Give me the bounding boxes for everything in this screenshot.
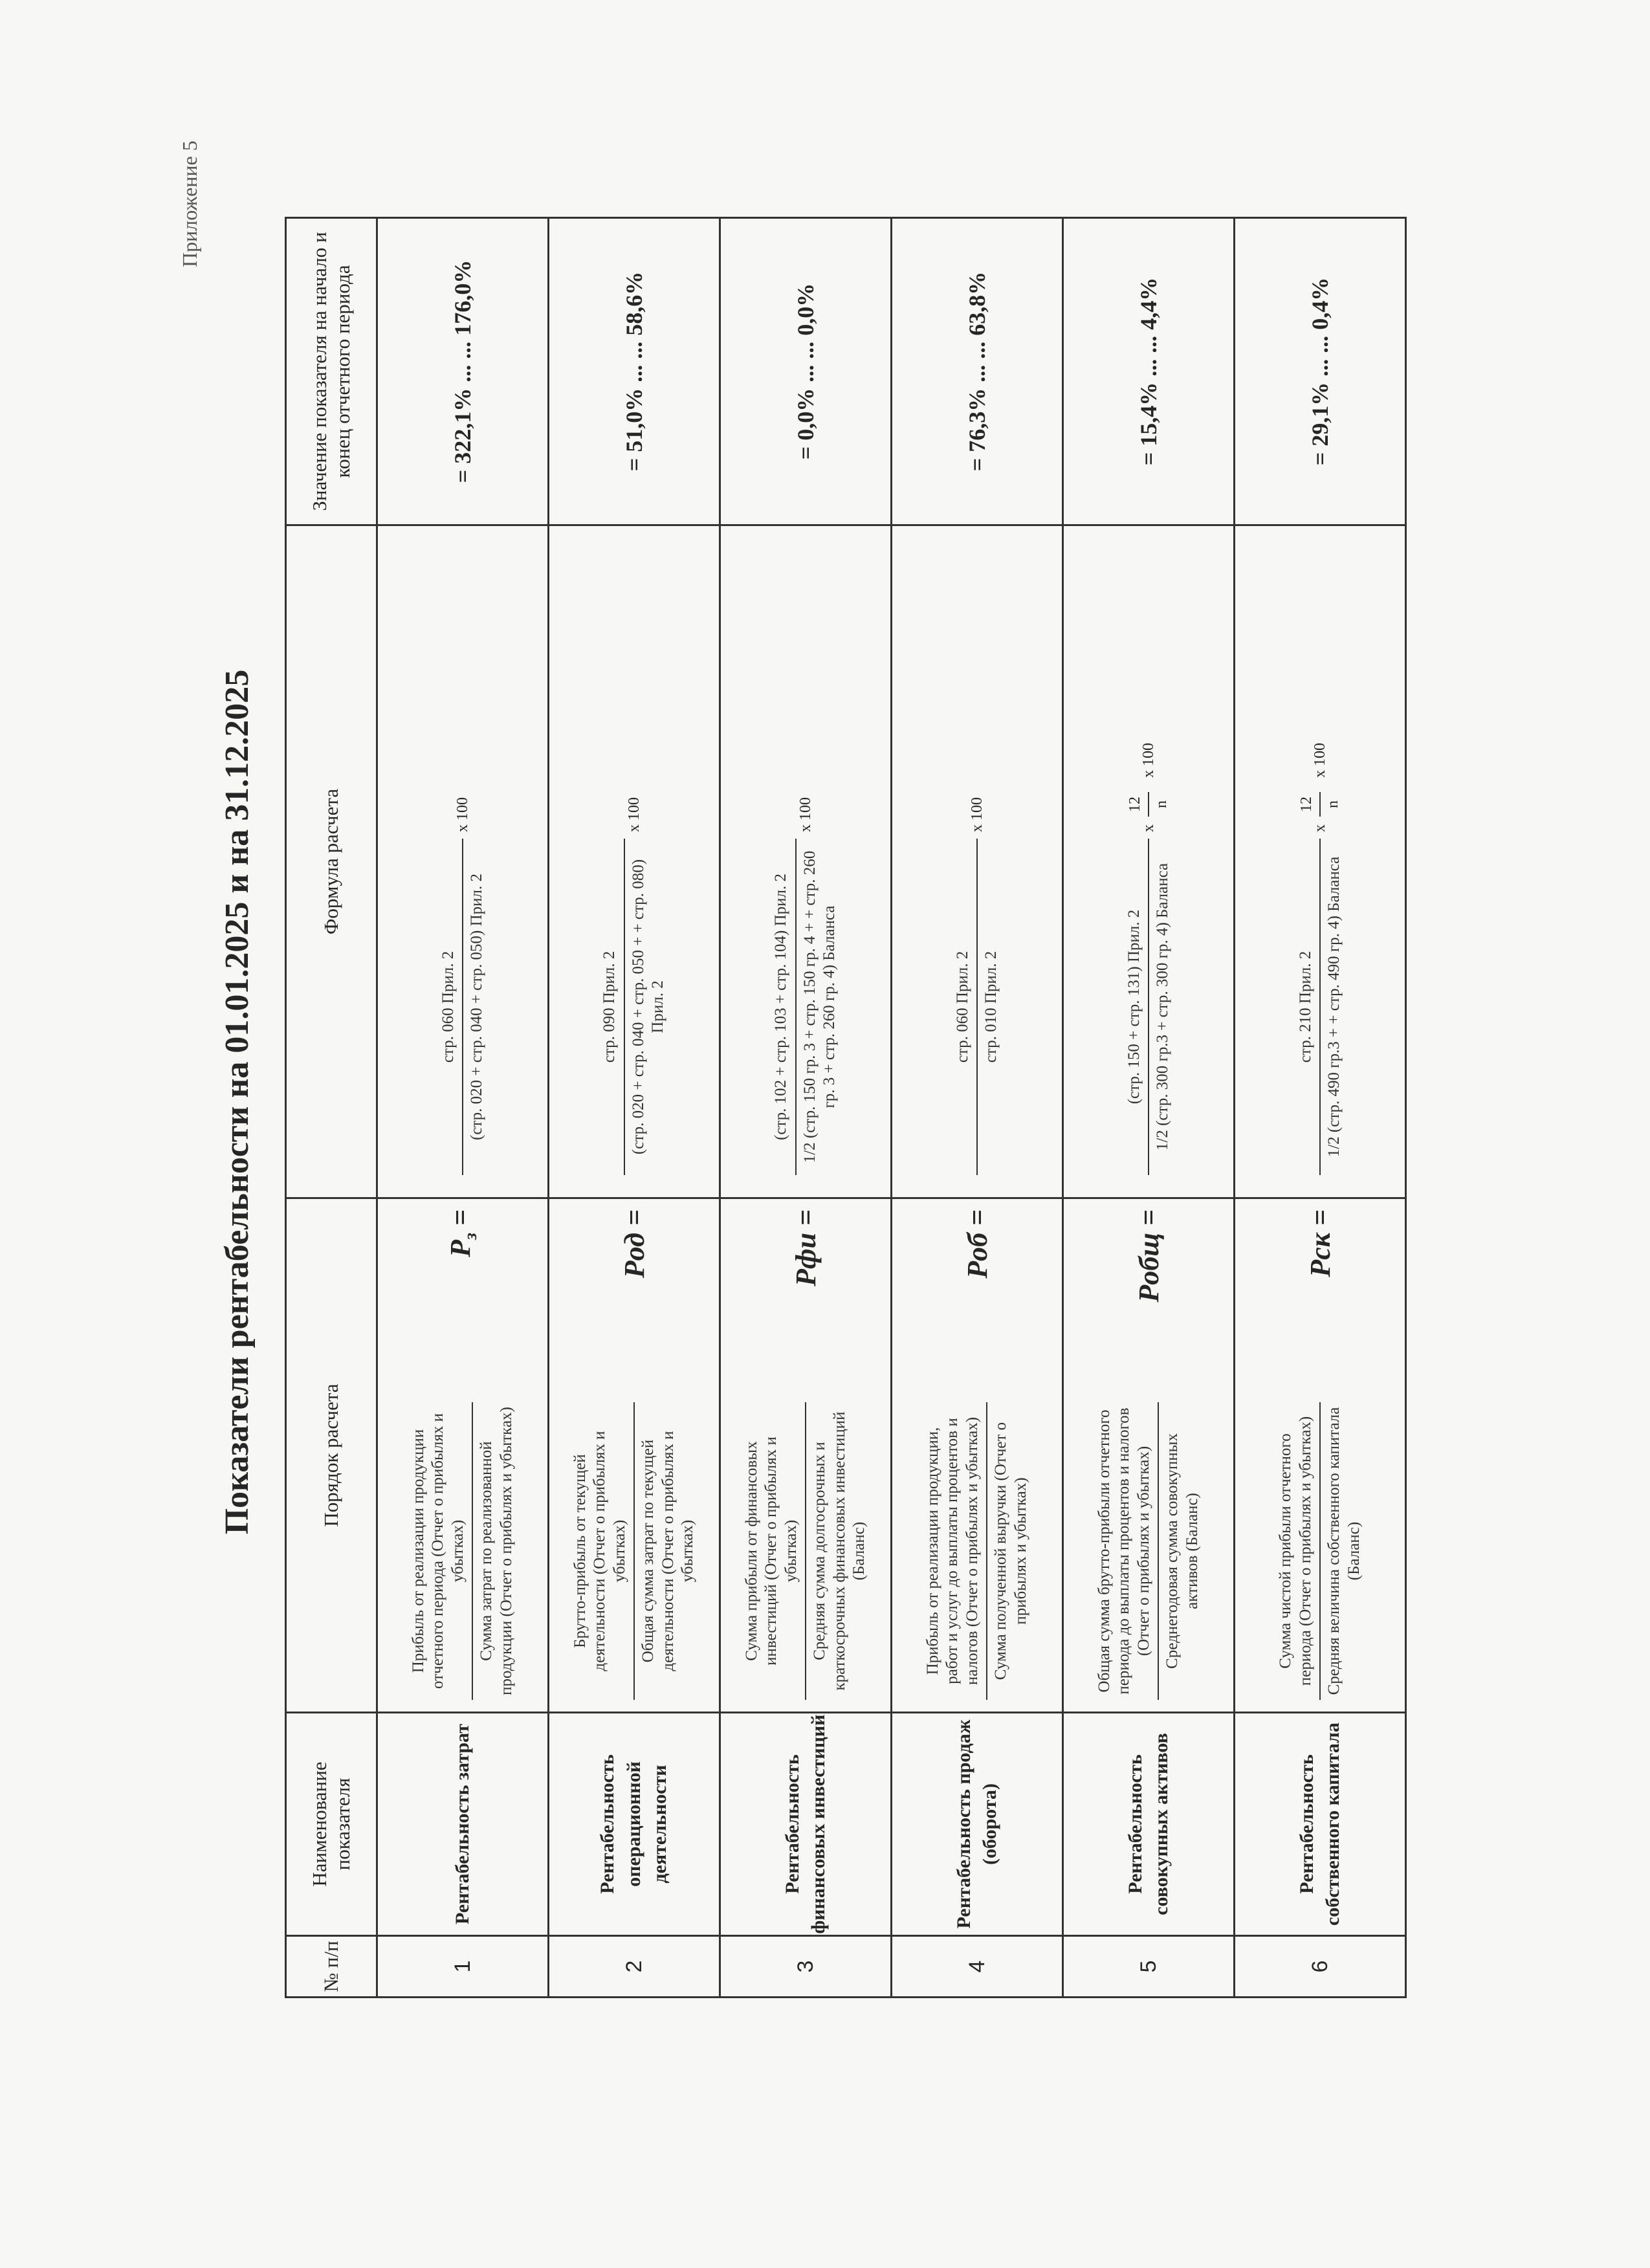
fraction-line [1319,792,1321,817]
calc-order-cell [549,1198,720,1713]
calc-order-denominator: Средняя величина собственного капитала (Баланс) [1325,1407,1363,1695]
profitability-table [285,217,1407,1998]
multiplier: x 100 [454,797,471,832]
calc-order-numerator: Общая сумма брутто-прибыли отчетного периода до выплаты процентов и налогов (Отчет о прибылях и убытках) [1095,1407,1152,1695]
calc-order-fraction [923,1402,1031,1700]
formula-cell [1063,525,1235,1198]
formula-fraction [953,839,1002,1175]
header-name: Наименование показателя [286,1713,377,1936]
indicator-symbol: Pск = [1304,1209,1336,1277]
page-title: Показатели рентабельности на 01.01.2025 и на 31.12.2025 [219,669,256,1535]
formula-fraction [1296,839,1345,1175]
formula-cell [1235,525,1406,1198]
formula-cell [720,525,892,1198]
formula-numerator: (стр. 102 + стр. 103 + стр. 104) Прил. 2 [772,874,790,1140]
formula-numerator: стр. 090 Прил. 2 [600,951,619,1063]
calc-order-numerator: Брутто-прибыль от текущей деятельности (Отчет о прибылях и убытках) [571,1431,628,1671]
formula-numerator: стр. 060 Прил. 2 [953,951,971,1063]
indicator-symbol: $P_з$ = [445,1209,481,1257]
fraction-line [1148,792,1149,817]
indicator-symbol: Pобщ = [1132,1209,1165,1303]
calc-order-numerator: Прибыль от реализации продукции отчетного периода (Отчет о прибылях и убытках) [409,1413,467,1689]
indicator-name: Рентабельность совокупных активов [1063,1713,1235,1936]
formula-cell [892,525,1063,1198]
calc-order-fraction [1095,1402,1203,1700]
row-number: 3 [720,1936,892,1998]
table-row [549,218,720,1998]
row-number: 2 [549,1936,720,1998]
calc-order-denominator: Общая сумма затрат по текущей деятельности (Отчет о прибылях и убытках) [639,1431,696,1671]
calc-order-cell [892,1198,1063,1713]
annualization-denominator: n [1325,800,1341,808]
row-number: 1 [377,1936,549,1998]
multiply-sign: x [1311,824,1328,832]
indicator-name: Рентабельность затрат [377,1713,549,1936]
formula-numerator: стр. 210 Прил. 2 [1296,951,1314,1063]
indicator-symbol: Pод = [618,1209,650,1279]
annualization-numerator: 12 [1298,797,1315,812]
indicator-name: Рентабельность собственного капитала [1235,1713,1406,1936]
multiply-sign: x [1139,824,1157,832]
formula-denominator: стр. 010 Прил. 2 [982,951,1000,1063]
table-header-row [286,218,377,1998]
multiplier: x 100 [1139,743,1157,778]
annualization-numerator: 12 [1127,797,1143,812]
indicator-value: = 15,4% ... ... 4,4% [1063,218,1235,525]
annualization-fraction [1298,792,1342,817]
formula-fraction [1125,839,1173,1175]
indicator-name: Рентабельность операционной деятельности [549,1713,720,1936]
calc-order-numerator: Сумма чистой прибыли отчетного периода (Отчет о прибылях и убытках) [1277,1416,1314,1686]
formula-denominator: 1/2 (стр. 490 гр.3 + + стр. 490 гр. 4) Баланса [1325,856,1343,1158]
rotated-sheet [178,140,1472,2008]
header-num: № п/п [286,1936,377,1998]
calc-order-cell [377,1198,549,1713]
calc-order-denominator: Сумма затрат по реализованной продукции (Отчет о прибылях и убытках) [478,1407,515,1695]
multiplier: x 100 [968,797,985,832]
header-formula: Формула расчета [286,525,377,1198]
formula-fraction [771,839,840,1175]
calc-order-fraction [571,1402,698,1700]
indicator-value: = 76,3% ... ... 63,8% [892,218,1063,525]
appendix-label: Приложение 5 [178,140,201,267]
indicator-name: Рентабельность продаж (оборота) [892,1713,1063,1936]
formula-cell [549,525,720,1198]
indicator-value: = 0,0% ... ... 0,0% [720,218,892,525]
calc-order-fraction [742,1402,870,1700]
calc-order-cell [1063,1198,1235,1713]
formula-denominator: 1/2 (стр. 150 гр. 3 + стр. 150 гр. 4 + + стр. 260 гр. 3 + стр. 260 гр. 4) Баланса [800,850,839,1163]
formula-fraction [439,839,487,1175]
calc-order-denominator: Средняя сумма долгосрочных и краткосрочных финансовых инвестиций (Баланс) [811,1411,868,1691]
table-row [377,218,549,1998]
indicator-symbol: Pфи = [789,1209,822,1286]
formula-fraction [600,839,668,1175]
formula-denominator: 1/2 (стр. 300 гр.3 + стр. 300 гр. 4) Баланса [1154,863,1171,1151]
calc-order-denominator: Сумма полученной выручки (Отчет о прибылях и убытках) [992,1422,1029,1680]
table-row [892,218,1063,1998]
indicator-name: Рентабельность финансовых инвестиций [720,1713,892,1936]
multiplier: x 100 [625,797,643,832]
multiplier: x 100 [1311,743,1328,778]
formula-denominator: (стр. 020 + стр. 040 + стр. 050) Прил. 2 [468,874,485,1140]
indicator-value: = 322,1% ... ... 176,0% [377,218,549,525]
multiplier: x 100 [797,797,814,832]
calc-order-fraction [409,1402,517,1700]
table-row [1235,218,1406,1998]
formula-numerator: (стр. 150 + стр. 131) Прил. 2 [1125,909,1143,1105]
calc-order-numerator: Сумма прибыли от финансовых инвестиций (Отчет о прибылях и убытках) [742,1437,800,1666]
table-row [1063,218,1235,1998]
header-order: Порядок расчета [286,1198,377,1713]
formula-numerator: стр. 060 Прил. 2 [439,951,457,1063]
calc-order-cell [720,1198,892,1713]
calc-order-fraction [1276,1402,1364,1700]
row-number: 5 [1063,1936,1235,1998]
formula-cell [377,525,549,1198]
calc-order-denominator: Среднегодовая сумма совокупных активов (Баланс) [1163,1433,1201,1669]
table-row [720,218,892,1998]
row-number: 4 [892,1936,1063,1998]
calc-order-numerator: Прибыль от реализации продукции, работ и услуг до выплаты процентов и налогов (Отчет о прибылях и убытках) [923,1416,981,1686]
header-value: Значение показателя на начало и конец отчетного периода [286,218,377,525]
indicator-symbol: Pоб = [961,1209,993,1279]
indicator-value: = 51,0% ... ... 58,6% [549,218,720,525]
annualization-denominator: n [1153,800,1170,808]
annualization-fraction [1127,792,1171,817]
calc-order-cell [1235,1198,1406,1713]
row-number: 6 [1235,1936,1406,1998]
table-body [377,218,1406,1998]
indicator-value: = 29,1% ... ... 0,4% [1235,218,1406,525]
formula-denominator: (стр. 020 + стр. 040 + стр. 050 + + стр. 080) Прил. 2 [629,859,667,1155]
